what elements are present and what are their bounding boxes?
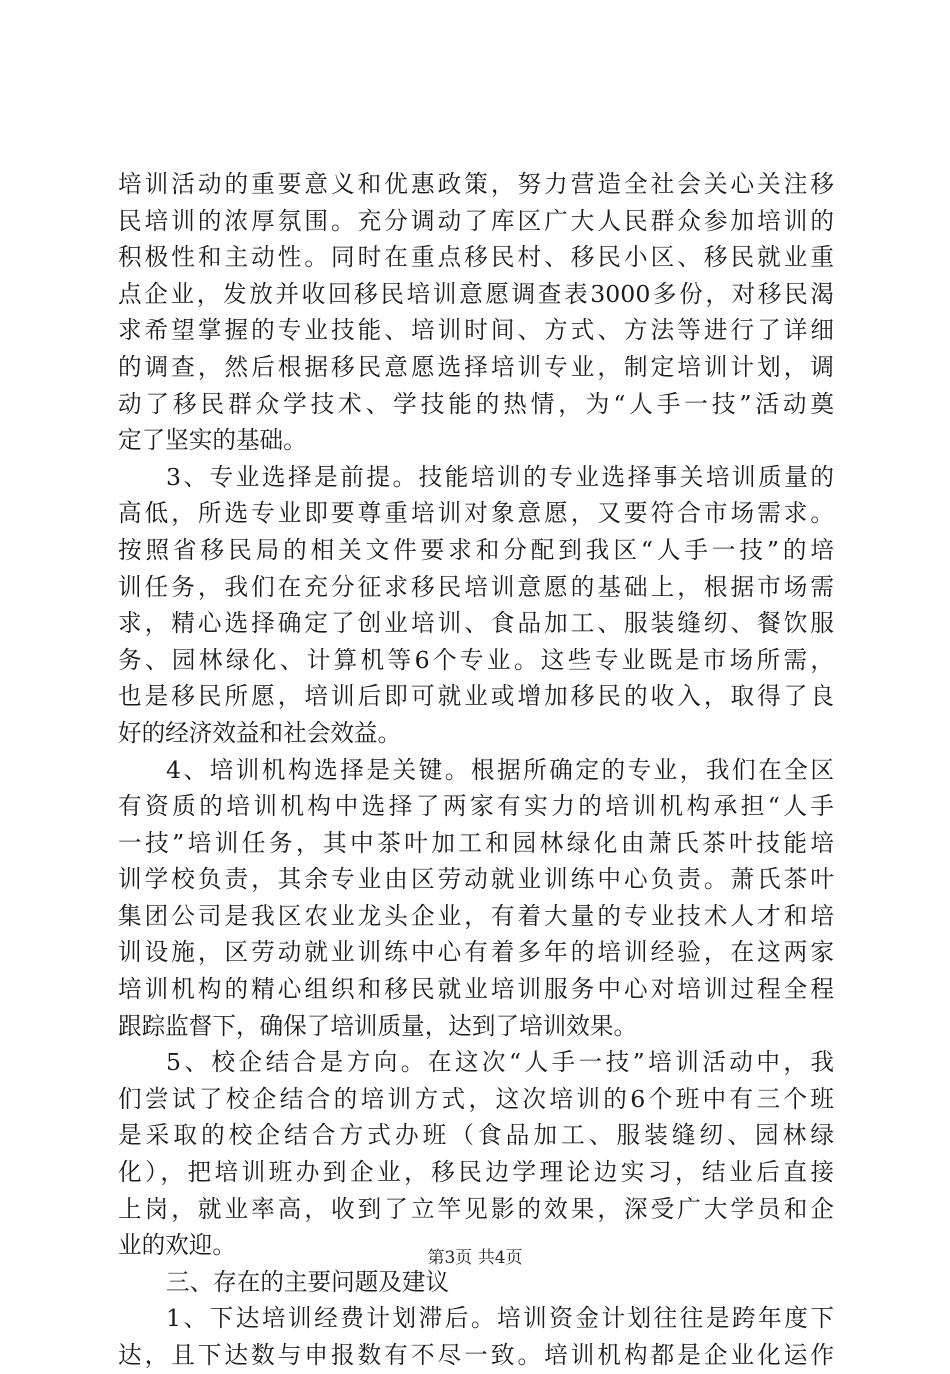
text-line: 3、专业选择是前提。技能培训的专业选择事关培训质量的 xyxy=(166,462,834,491)
text-line: 高低，所选专业即要尊重培训对象意愿，又要符合市场需求。 xyxy=(118,499,834,528)
page-number-footer: 第3页 共4页 xyxy=(427,1248,523,1268)
text-line: 按照省移民局的相关文件要求和分配到我区“人手一技”的培 xyxy=(118,535,834,564)
text-line: 的调查，然后根据移民意愿选择培训专业，制定培训计划，调 xyxy=(118,352,834,381)
text-line: 积极性和主动性。同时在重点移民村、移民小区、移民就业重 xyxy=(118,243,834,272)
text-line: 跟踪监督下，确保了培训质量，达到了培训效果。 xyxy=(118,1011,638,1040)
text-line: 定了坚实的基础。 xyxy=(118,426,307,455)
text-line: 也是移民所愿，培训后即可就业或增加移民的收入，取得了良 xyxy=(118,682,834,711)
text-line: 训学校负责，其余专业由区劳动就业训练中心负责。萧氏茶叶 xyxy=(118,865,834,894)
text-line: 好的经济效益和社会效益。 xyxy=(118,718,402,747)
document-body xyxy=(118,166,834,1374)
text-line: 培训活动的重要意义和优惠政策，努力营造全社会关心关注移 xyxy=(118,170,834,198)
text-line: 求，精心选择确定了创业培训、食品加工、服装缝纫、餐饮服 xyxy=(118,609,834,638)
text-line: 有资质的培训机构中选择了两家有实力的培训机构承担“人手 xyxy=(118,792,834,821)
text-line: 三、存在的主要问题及建议 xyxy=(166,1267,450,1296)
text-line: 集团公司是我区农业龙头企业，有着大量的专业技术人才和培 xyxy=(118,901,834,930)
text-line: 1、下达培训经费计划滞后。培训资金计划往往是跨年度下 xyxy=(166,1304,834,1333)
text-line: 4、培训机构选择是关键。根据所确定的专业，我们在全区 xyxy=(166,755,834,784)
text-line: 训任务，我们在充分征求移民培训意愿的基础上，根据市场需 xyxy=(118,572,834,601)
text-line: 业的欢迎。 xyxy=(118,1231,236,1260)
text-line: 化），把培训班办到企业，移民边学理论边实习，结业后直接 xyxy=(118,1158,834,1187)
text-line: 上岗，就业率高，收到了立竿见影的效果，深受广大学员和企 xyxy=(118,1194,834,1223)
text-line: 培训机构的精心组织和移民就业培训服务中心对培训过程全程 xyxy=(118,975,834,1004)
text-line: 们尝试了校企结合的培训方式，这次培训的6个班中有三个班 xyxy=(118,1084,834,1113)
text-line: 一技”培训任务，其中茶叶加工和园林绿化由萧氏茶叶技能培 xyxy=(118,828,834,857)
text-line: 求希望掌握的专业技能、培训时间、方式、方法等进行了详细 xyxy=(118,316,834,345)
text-line: 务、园林绿化、计算机等6个专业。这些专业既是市场所需， xyxy=(118,645,834,674)
text-line: 民培训的浓厚氛围。充分调动了库区广大人民群众参加培训的 xyxy=(118,206,834,235)
text-line: 5、校企结合是方向。在这次“人手一技”培训活动中，我 xyxy=(166,1048,834,1077)
text-line: 训设施，区劳动就业训练中心有着多年的培训经验，在这两家 xyxy=(118,938,834,967)
text-line: 点企业，发放并收回移民培训意愿调查表3000多份，对移民渴 xyxy=(118,279,834,308)
text-line: 达，且下达数与申报数有不尽一致。培训机构都是企业化运作 xyxy=(118,1341,834,1369)
text-line: 是采取的校企结合方式办班（食品加工、服装缝纫、园林绿 xyxy=(118,1121,834,1150)
text-line: 动了移民群众学技术、学技能的热情，为“人手一技”活动奠 xyxy=(118,389,834,418)
